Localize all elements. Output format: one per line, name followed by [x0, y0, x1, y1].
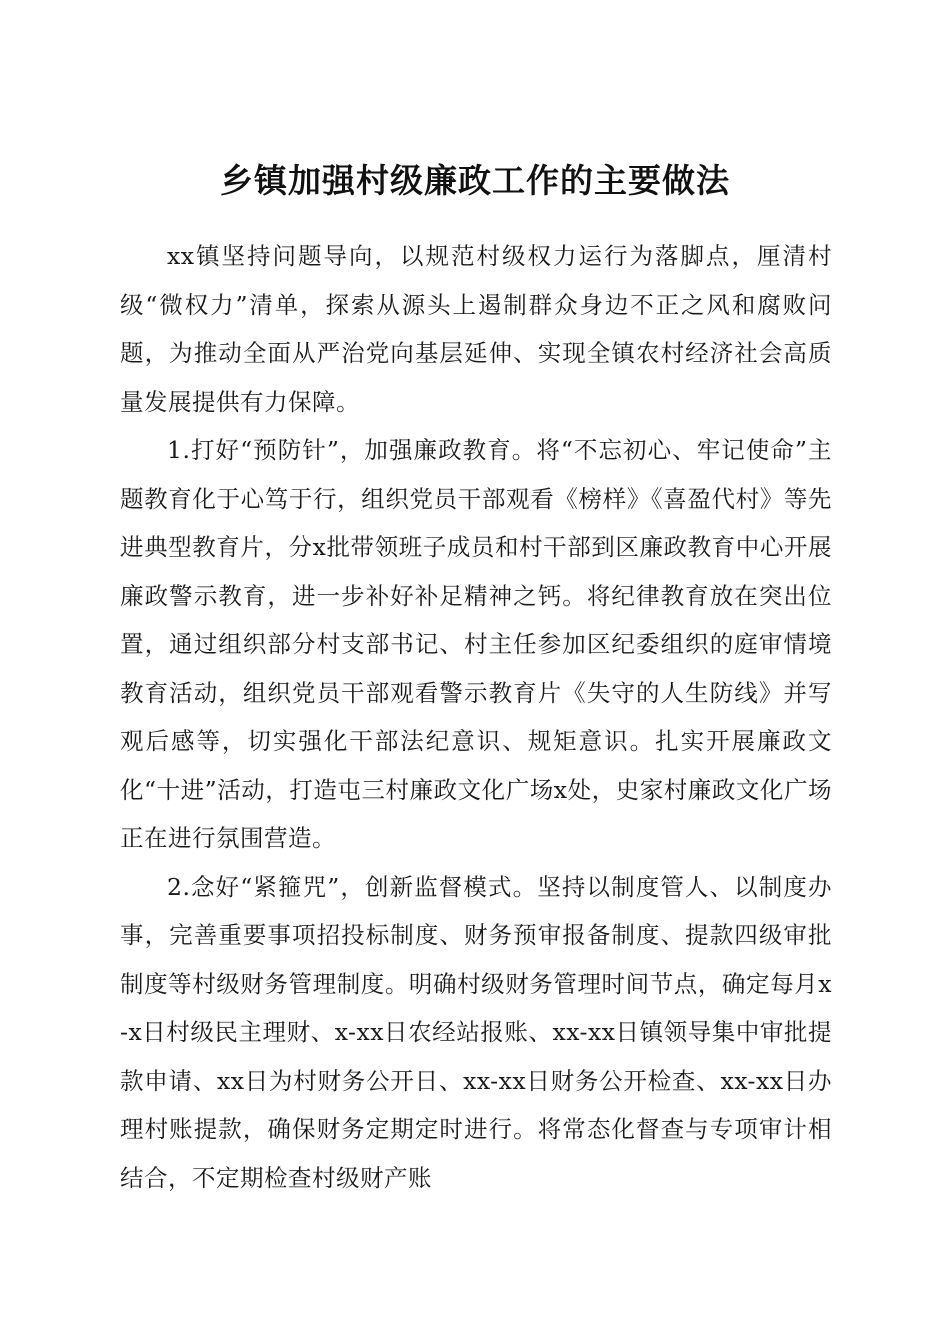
paragraph-intro: xx镇坚持问题导向，以规范村级权力运行为落脚点，厘清村级“微权力”清单，探索从源头上遏制群众身边不正之风和腐败问题，为推动全面从严治党向基层延伸、实现全镇农村经济社会高质量发展提供有力保障。	[120, 242, 832, 416]
paragraph-section-1: 1.打好“预防针”，加强廉政教育。将“不忘初心、牢记使命”主题教育化于心笃于行，组织党员干部观看《榜样》《喜盈代村》等先进典型教育片，分x批带领班子成员和村干部到区廉政教育中心开展廉政警示教育，进一步补好补足精神之钙。将纪律教育放在突出位置，通过组织部分村支部书记、村主任参加区纪委组织的庭审情境教育活动，组织党员干部观看警示教育片《失守的人生防线》并写观后感等，切实强化干部法纪意识、规矩意识。扎实开展廉政文化“十进”活动，打造屯三村廉政文化广场x处，史家村廉政文化广场正在进行氛围营造。	[120, 436, 832, 852]
paragraph-section-2: 2.念好“紧箍咒”，创新监督模式。坚持以制度管人、以制度办事，完善重要事项招投标制度、财务预审报备制度、提款四级审批制度等村级财务管理制度。明确村级财务管理时间节点，确定每月x-x日村级民主理财、x-xx日农经站报账、xx-xx日镇领导集中审批提款申请、xx日为村财务公开日、xx-xx日财务公开检查、xx-xx日办理村账提款，确保财务定期定时进行。将常态化督查与专项审计相结合，不定期检查村级财产账	[120, 872, 832, 1192]
document-body	[120, 232, 832, 1202]
document-title: 乡镇加强村级廉政工作的主要做法	[220, 161, 730, 201]
